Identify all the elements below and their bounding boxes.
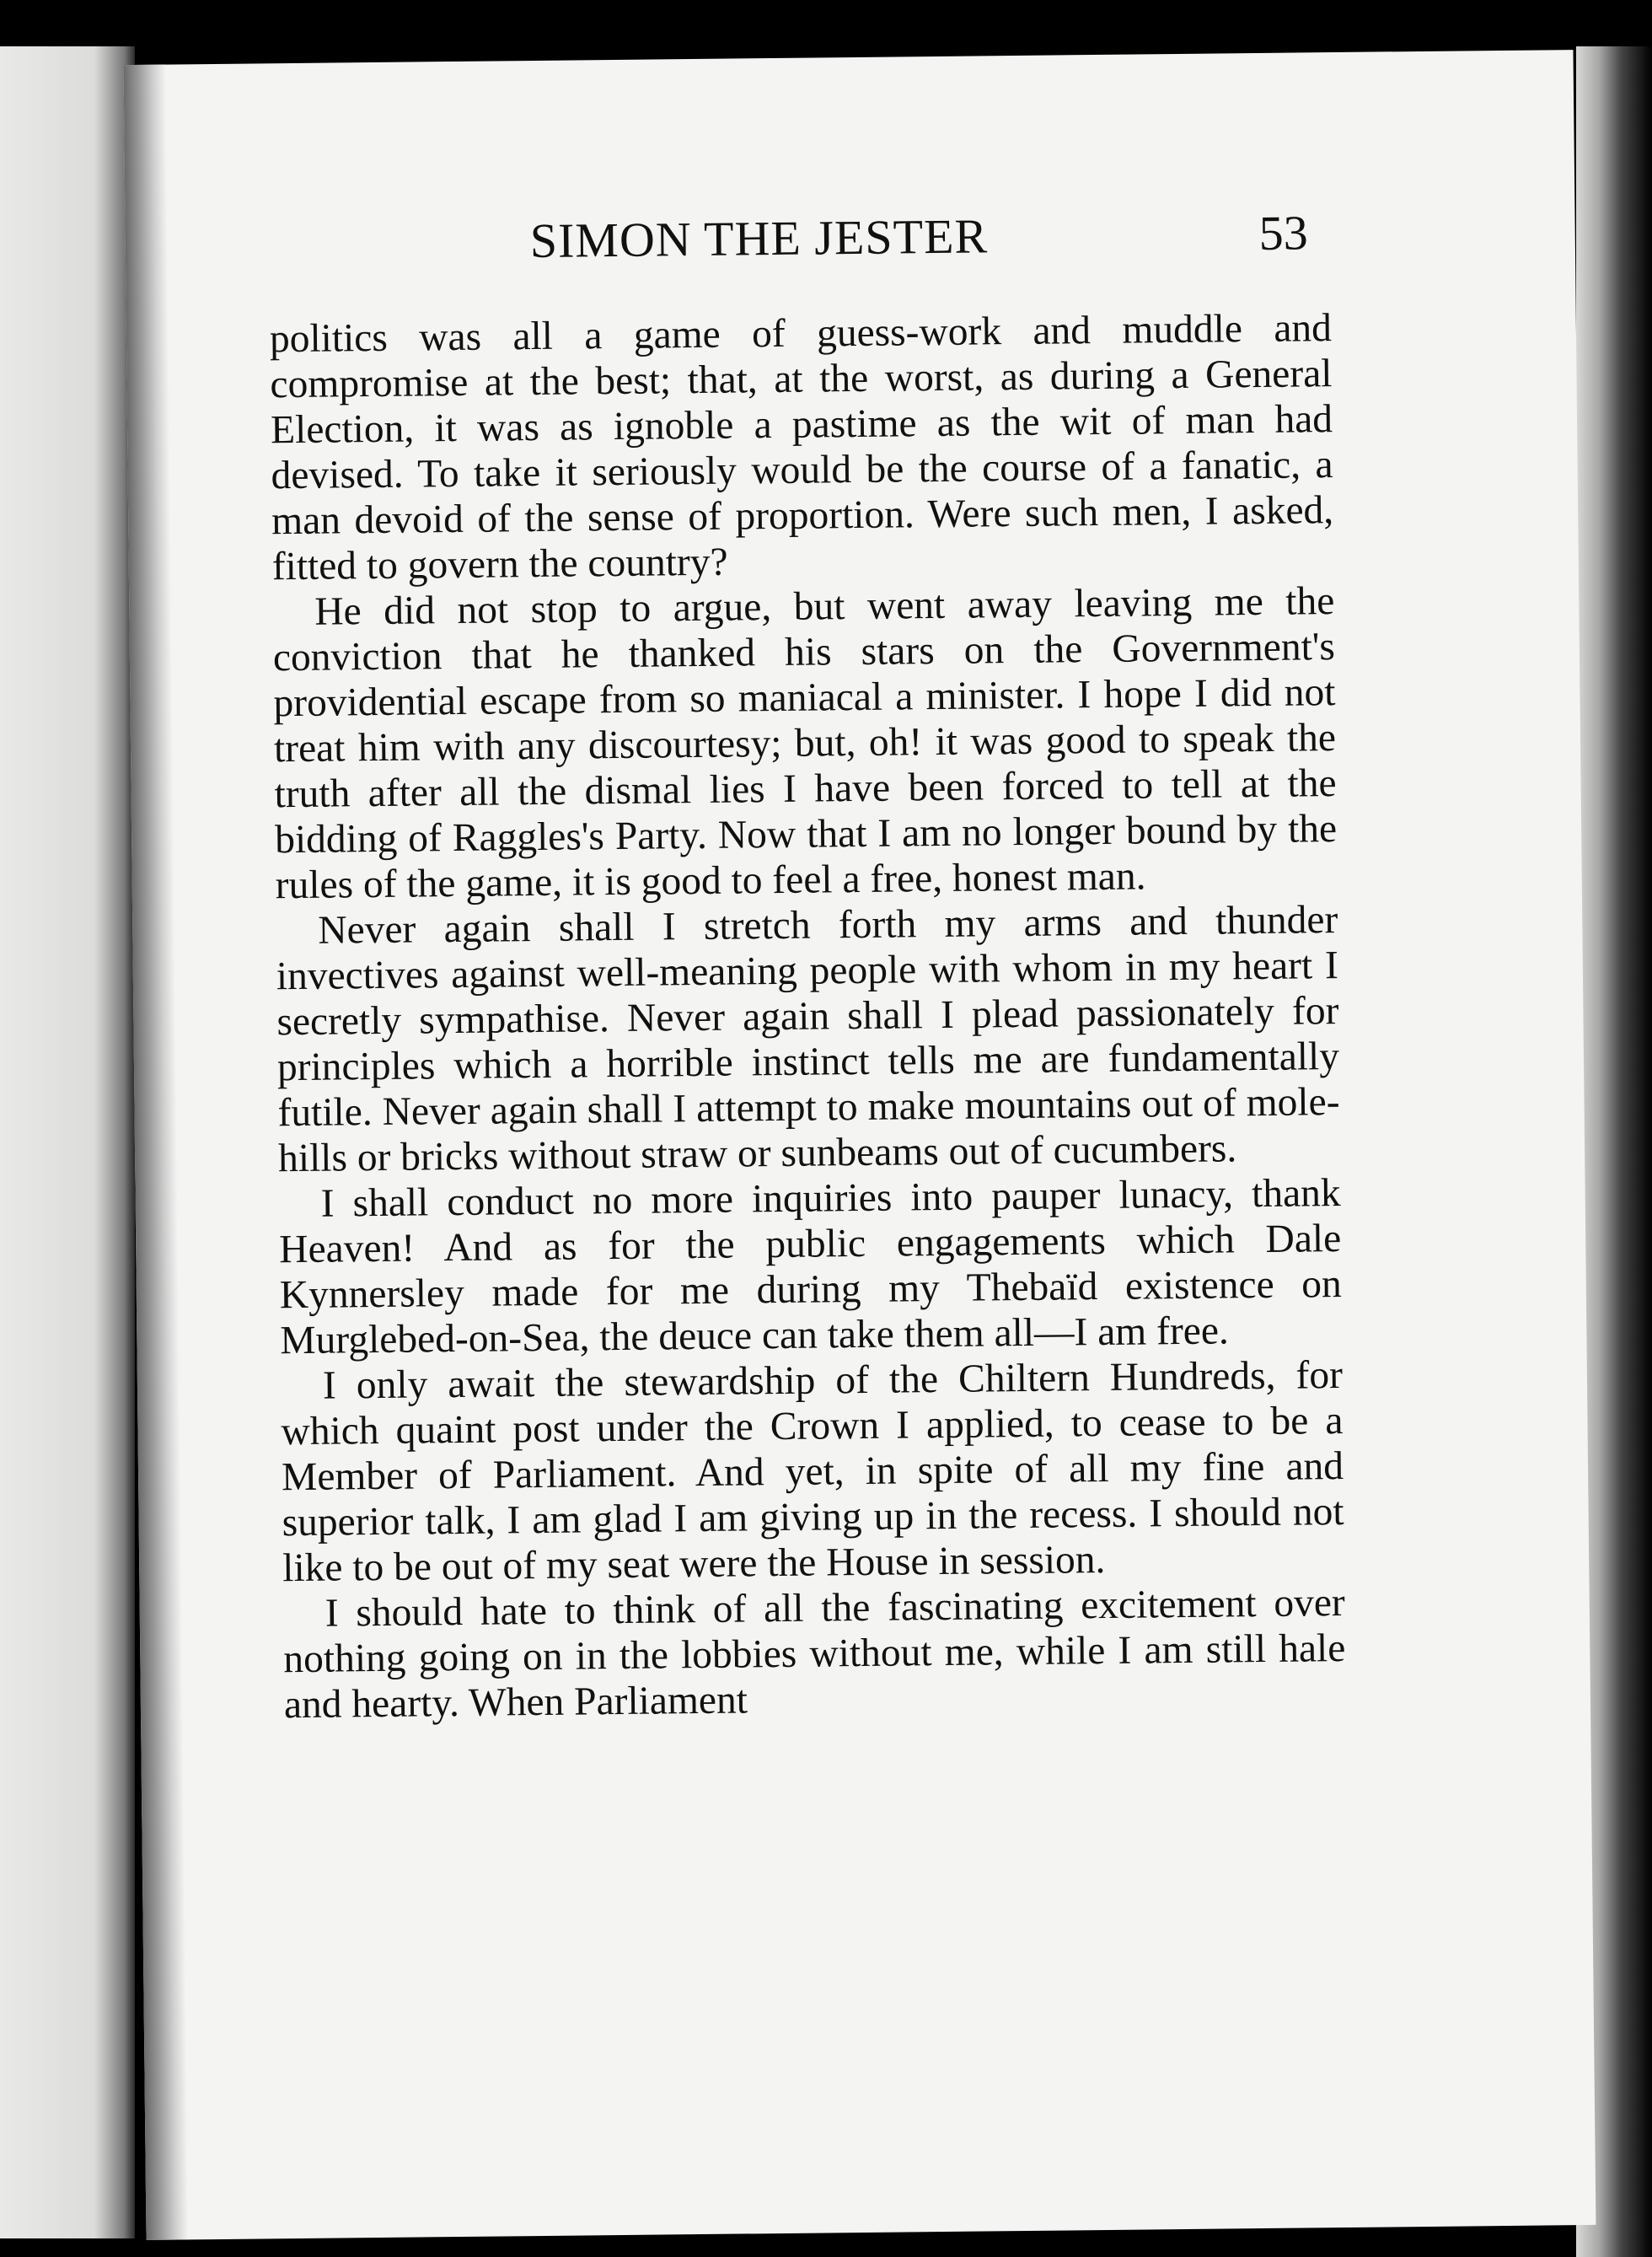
book-page [124,50,1596,2240]
paragraph: I should hate to think of all the fascinating excitement over nothing going on in the lobbies without me, while I am still hale and hearty. When Parliament [283,1581,1346,1728]
paragraph: He did not stop to argue, but went away leaving me the conviction that he thanked his stars on the Government's providential escape from so maniacal a minister. I hope I did not treat him with any discourtesy; but, oh! it was good to speak the truth after all the dismal lies I have been forced to tell at the bidding of Raggles's Party. Now that I am no longer bound by the rules of the game, it is good to feel a free, honest man. [272,579,1338,908]
paragraph: politics was all a game of guess-work and muddle and compromise at the best; that, at the worst, as during a General Election, it was as ignoble a pastime as the wit of man had devised. To take it seriously would be the course of a fanatic, a man devoid of the sense of proportion. Were such men, I asked, fitted to govern the country? [269,306,1334,589]
running-header [125,202,1575,284]
paragraph: I shall conduct no more inquiries into pauper lunacy, thank Heaven! And as for the public engagements which Dale Kynnersley made for me during my Thebaïd existence on Murglebed-on-Sea, the deuce can take them all—I am free. [278,1171,1343,1363]
running-title: SIMON THE JESTER [529,208,989,269]
paragraph: Never again shall I stretch forth my arms and thunder invectives against well-meaning people with whom in my heart I secretly sympathise. Never again shall I plead passionately for principles which a horrible instinct tells me are fundamentally futile. Never again shall I attempt to make mountains out of mole-hills or bricks without straw or sunbeams out of cucumbers. [276,898,1340,1181]
facing-page-edge [0,46,135,2238]
body-text [270,305,1346,1728]
page-number: 53 [1258,205,1309,261]
paragraph: I only await the stewardship of the Chiltern Hundreds, for which quaint post under the Crown I applied, to cease to be a Member of Parliament. And yet, in spite of all my fine and superior talk, I am glad I am giving up in the recess. I should not like to be out of my seat were the House in session. [281,1353,1344,1591]
